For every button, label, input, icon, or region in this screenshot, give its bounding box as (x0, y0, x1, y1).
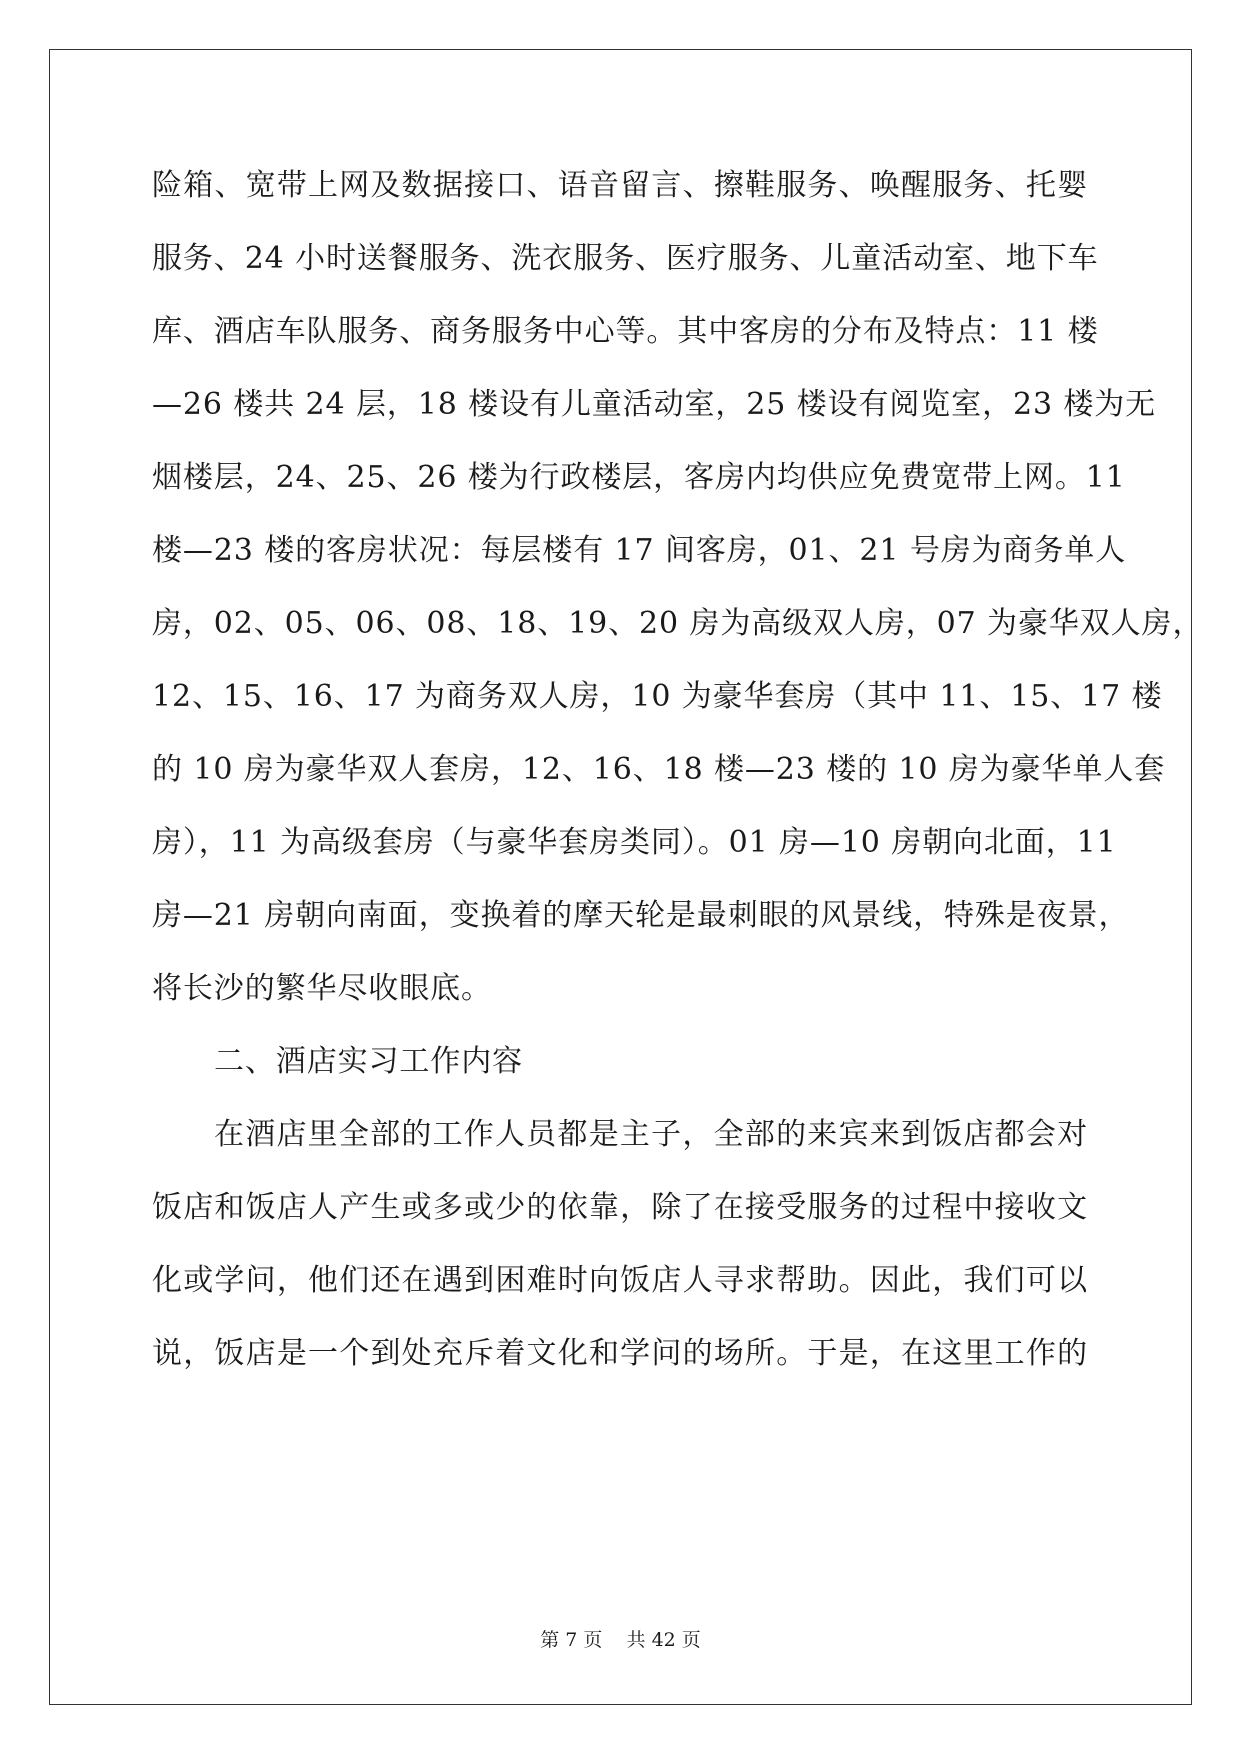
page-number-footer: 第 7 页 共 42 页 (540, 1629, 701, 1651)
text-line: 房—21 房朝向南面，变换着的摩天轮是最刺眼的风景线，特殊是夜景， (152, 898, 1130, 933)
text-line: —26 楼共 24 层，18 楼设有儿童活动室，25 楼设有阅览室，23 楼为无 (152, 387, 1157, 422)
text-line: 化或学问，他们还在遇到困难时向饭店人寻求帮助。因此，我们可以 (152, 1263, 1088, 1298)
text-line: 房），11 为高级套房（与豪华套房类同）。01 房—10 房朝向北面，11 (152, 825, 1117, 860)
text-line: 的 10 房为豪华双人套房，12、16、18 楼—23 楼的 10 房为豪华单人套 (152, 752, 1166, 787)
text-line: 服务、24 小时送餐服务、洗衣服务、医疗服务、儿童活动室、地下车 (152, 241, 1099, 276)
text-line: 库、酒店车队服务、商务服务中心等。其中客房的分布及特点：11 楼 (152, 314, 1099, 349)
section-heading: 二、酒店实习工作内容 (214, 1044, 523, 1079)
text-line: 12、15、16、17 为商务双人房，10 为豪华套房（其中 11、15、17 楼 (152, 679, 1163, 714)
text-line: 将长沙的繁华尽收眼底。 (152, 971, 492, 1006)
text-line: 在酒店里全部的工作人员都是主子，全部的来宾来到饭店都会对 (214, 1117, 1088, 1152)
text-line: 饭店和饭店人产生或多或少的依靠，除了在接受服务的过程中接收文 (152, 1190, 1088, 1225)
text-line: 说，饭店是一个到处充斥着文化和学问的场所。于是，在这里工作的 (152, 1336, 1088, 1371)
text-line: 房，02、05、06、08、18、19、20 房为高级双人房，07 为豪华双人房， (152, 606, 1204, 641)
page-border (49, 49, 1204, 1705)
text-line: 烟楼层，24、25、26 楼为行政楼层，客房内均供应免费宽带上网。11 (152, 460, 1126, 495)
text-line: 险箱、宽带上网及数据接口、语音留言、擦鞋服务、唤醒服务、托婴 (152, 168, 1088, 203)
text-line: 楼—23 楼的客房状况：每层楼有 17 间客房，01、21 号房为商务单人 (152, 533, 1127, 568)
